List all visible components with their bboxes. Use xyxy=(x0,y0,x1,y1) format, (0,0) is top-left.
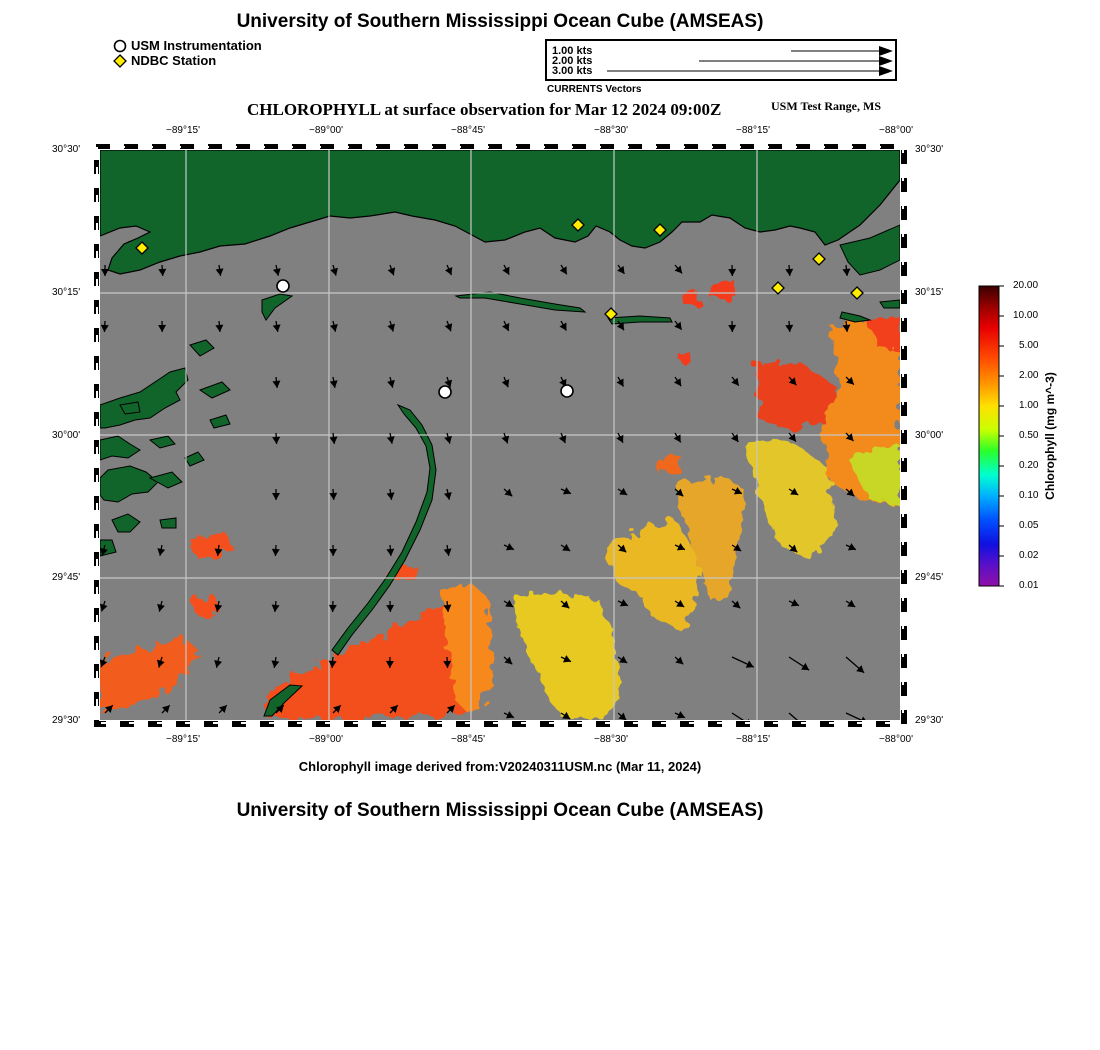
ndbc-diamond-icon xyxy=(113,54,127,68)
lon-tick-label: −88°00' xyxy=(879,125,913,136)
map-subtitle: CHLOROPHYLL at surface observation for Mar 12 2024 09:00Z xyxy=(247,100,722,119)
lat-tick-label: 29°45' xyxy=(52,572,81,583)
lat-tick-label: 29°30' xyxy=(915,715,944,726)
lon-tick-label: −89°00' xyxy=(309,125,343,136)
lat-tick-label: 30°15' xyxy=(915,287,944,298)
vector-legend-caption: CURRENTS Vectors xyxy=(547,84,642,95)
colorbar-tick-label: 1.00 xyxy=(1019,400,1039,411)
colorbar-tick-label: 10.00 xyxy=(1013,310,1039,321)
colorbar-tick-label: 0.20 xyxy=(1019,460,1039,471)
image-source-note: Chlorophyll image derived from:V20240311USM.nc (Mar 11, 2024) xyxy=(298,759,702,774)
lon-tick-label: −88°45' xyxy=(451,125,485,136)
lon-tick-label: −88°00' xyxy=(879,734,913,745)
colorbar-tick-label: 0.05 xyxy=(1019,520,1039,531)
lat-tick-label: 29°45' xyxy=(915,572,944,583)
colorbar xyxy=(975,282,1005,590)
range-label: USM Test Range, MS xyxy=(771,99,882,113)
footer-title: University of Southern Mississippi Ocean Cube (AMSEAS) xyxy=(236,800,764,821)
lon-tick-label: −88°30' xyxy=(594,734,628,745)
lon-tick-label: −88°30' xyxy=(594,125,628,136)
lon-tick-label: −88°15' xyxy=(736,734,770,745)
colorbar-title: Chlorophyll (mg m^-3) xyxy=(1043,372,1057,500)
vector-legend-row: 3.00 kts xyxy=(552,65,593,77)
vector-legend-row: 1.00 kts xyxy=(552,45,593,57)
colorbar-tick-label: 0.50 xyxy=(1019,430,1039,441)
lat-tick-label: 30°00' xyxy=(52,430,81,441)
usm-station-marker xyxy=(277,280,289,292)
lon-tick-label: −88°45' xyxy=(451,734,485,745)
lon-tick-label: −89°15' xyxy=(166,125,200,136)
lat-tick-label: 30°30' xyxy=(915,144,944,155)
map-frame xyxy=(94,144,910,728)
chlorophyll-patch xyxy=(710,280,738,300)
ndbc-legend-item xyxy=(113,53,216,68)
lon-tick-label: −89°15' xyxy=(166,734,200,745)
colorbar-tick-label: 5.00 xyxy=(1019,340,1039,351)
colorbar-tick-label: 20.00 xyxy=(1013,280,1039,291)
lon-tick-label: −89°00' xyxy=(309,734,343,745)
usm-legend-item xyxy=(113,38,262,53)
colorbar-tick-label: 0.10 xyxy=(1019,490,1039,501)
usm-station-marker xyxy=(561,385,573,397)
usm-circle-icon xyxy=(113,39,127,53)
lon-tick-label: −88°15' xyxy=(736,125,770,136)
lat-tick-label: 30°30' xyxy=(52,144,81,155)
colorbar-tick-label: 0.01 xyxy=(1019,580,1039,591)
page-title: University of Southern Mississippi Ocean Cube (AMSEAS) xyxy=(236,11,764,32)
vector-legend-arrows xyxy=(547,41,895,79)
lat-tick-label: 30°00' xyxy=(915,430,944,441)
ndbc-legend-label: NDBC Station xyxy=(131,53,217,68)
lat-tick-label: 29°30' xyxy=(52,715,81,726)
vector-legend-row: 2.00 kts xyxy=(552,55,593,67)
lat-tick-label: 30°15' xyxy=(52,287,81,298)
usm-legend-label: USM Instrumentation xyxy=(131,38,262,53)
colorbar-tick-label: 2.00 xyxy=(1019,370,1039,381)
vector-legend-box xyxy=(545,39,897,81)
usm-station-marker xyxy=(439,386,451,398)
barrier-island xyxy=(880,300,900,308)
colorbar-tick-label: 0.02 xyxy=(1019,550,1039,561)
